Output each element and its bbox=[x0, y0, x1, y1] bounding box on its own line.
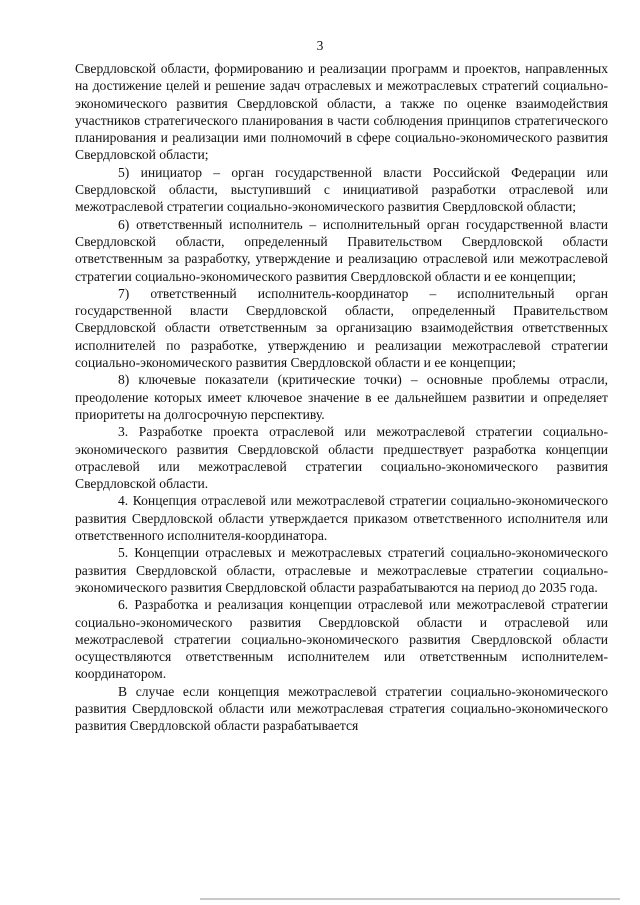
paragraph-interregional-case: В случае если концепция межотраслевой стратегии социально-экономического развития Свердловской области или межотраслевая стратегия социально-экономического развития Свердловской области разрабатывается bbox=[75, 683, 608, 734]
paragraph-definition-initiator: 5) инициатор – орган государственной власти Российской Федерации или Свердловской области, выступивший с инициативой разработки отраслевой или межотраслевой стратегии социально-экономического развития Свердловской области; bbox=[75, 164, 608, 215]
document-body bbox=[75, 60, 608, 735]
scan-edge-line bbox=[200, 898, 620, 900]
paragraph-section-4: 4. Концепция отраслевой или межотраслевой стратегии социально-экономического развития Свердловской области утверждается приказом ответственного исполнителя или ответственного исполнителя-координатора. bbox=[75, 493, 608, 544]
paragraph-continuation: Свердловской области, формированию и реализации программ и проектов, направленных на достижение целей и решение задач отраслевых и межотраслевых стратегий социально-экономического развития Свердловской области, а также по оценке взаимодействия участников стратегического планирования в части соблюдения принципов стратегического планирования и реализации ими полномочий в сфере социально-экономического развития Свердловской области; bbox=[75, 61, 608, 163]
paragraph-definition-coordinator: 7) ответственный исполнитель-координатор – исполнительный орган государственной власти Свердловской области, определенный Правительством Свердловской области ответственным за организацию взаимодействия ответственных исполнителей по разработке, утверждению и реализации межотраслевой стратегии социально-экономического развития Свердловской области и ее концепции; bbox=[75, 285, 608, 371]
paragraph-section-3: 3. Разработке проекта отраслевой или межотраслевой стратегии социально-экономического развития Свердловской области предшествует разработка концепции отраслевой или межотраслевой стратегии социально-экономического развития Свердловской области. bbox=[75, 424, 608, 492]
page-number: 3 bbox=[316, 38, 324, 53]
paragraph-section-5: 5. Концепции отраслевых и межотраслевых стратегий социально-экономического развития Свердловской области, отраслевые и межотраслевые стратегии социально-экономического развития Свердловской области разрабатываются на период до 2035 года. bbox=[75, 545, 608, 595]
paragraph-definition-key-indicators: 8) ключевые показатели (критические точки) – основные проблемы отрасли, преодоление которых имеет ключевое значение в ее дальнейшем развитии и определяет приоритеты на долгосрочную перспективу. bbox=[75, 372, 608, 422]
paragraph-section-6: 6. Разработка и реализация концепции отраслевой или межотраслевой стратегии социально-экономического развития Свердловской области и отраслевой или межотраслевой стратегии социально-экономического развития Свердловской области осуществляются ответственным исполнителем или ответственным исполнителем-координатором. bbox=[75, 597, 608, 682]
paragraph-definition-responsible-executor: 6) ответственный исполнитель – исполнительный орган государственной власти Свердловской области, определенный Правительством Свердловской области ответственным за разработку, утверждение и реализацию отраслевой или межотраслевой стратегии социально-экономического развития Свердловской области и ее концепции; bbox=[75, 216, 608, 284]
